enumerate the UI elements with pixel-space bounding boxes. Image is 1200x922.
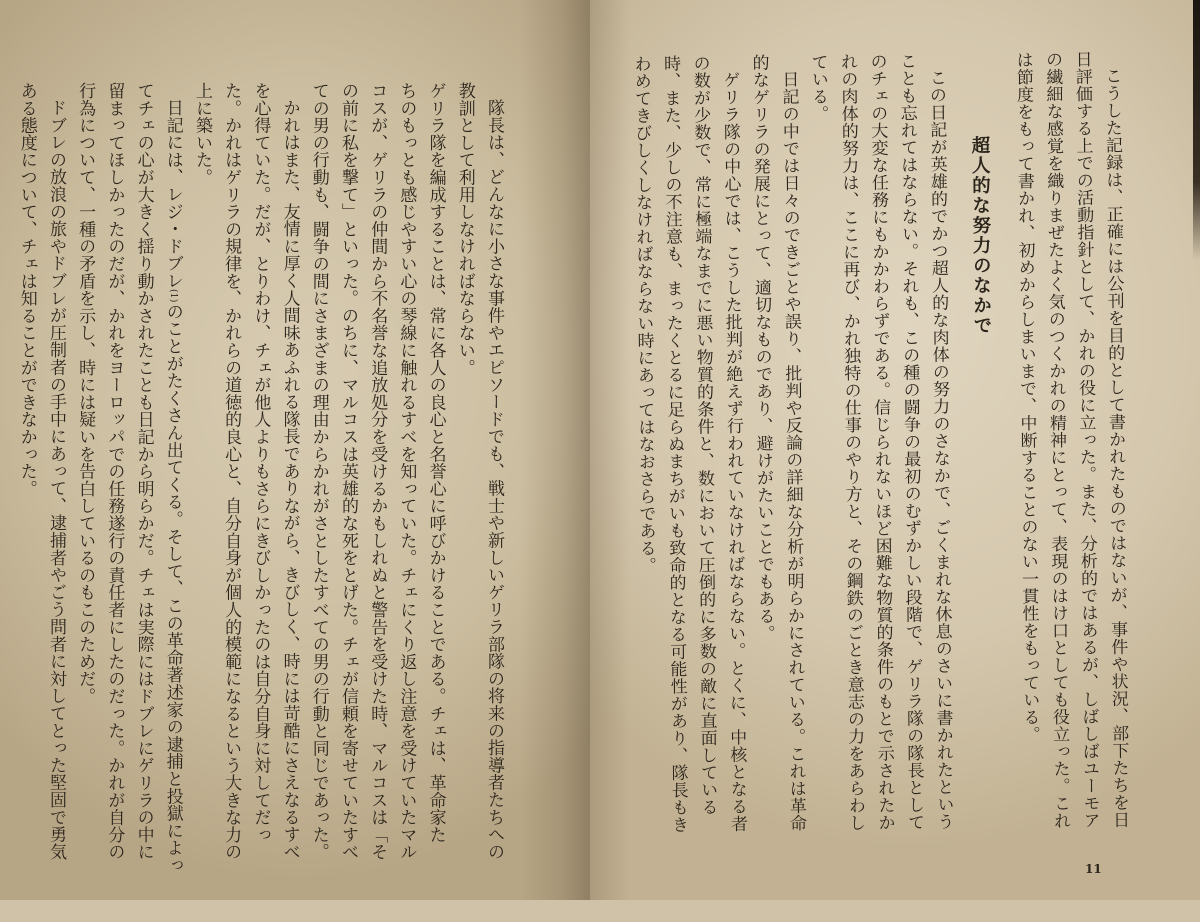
text-line-content: 時、また、少しの不注意も、まったくとるに足らぬまちがいも致命的となる可能性があり、隊長もき: [660, 54, 689, 834]
text-line-content: コスが、ゲリラの仲間から不名誉な追放処分を受けるかもしれぬと警告を受けた時、マルコスは「そ: [367, 82, 388, 861]
text-line-content: 隊長は、どんなに小さな事件やエピソードでも、戦士や新しいゲリラ部隊の将来の指導者たちへの: [484, 99, 504, 861]
right-page-text: [625, 50, 1134, 875]
text-line-content: は節度をもって書かれ、初めからしまいまで、中断することのない一貫性をもっている。: [1012, 50, 1040, 744]
text-line-content: の繊細な感覚を織りまぜたよく気のつくかれの精神にとって、表現のはけ口としても役立った。これ: [1042, 50, 1071, 830]
footnote-marker: (1): [167, 289, 178, 303]
text-line-continuation: のことがたくさん出てくる。そして、この革命著述家の逮捕と投獄によっ: [162, 302, 183, 874]
text-line-content: 日評価する上での活動指針として、かれの役に立った。また、分析的ではあるが、しばしばユーモア: [1071, 50, 1100, 830]
text-line: [304, 82, 333, 922]
text-line: [245, 82, 274, 922]
text-line-content: 的なゲリラの発展にとって、適切なものであり、避けがたいことでもある。: [748, 53, 775, 643]
text-line: [70, 82, 99, 922]
text-line-content: わめてきびしくしなければならない時にあってはなおさらである。: [630, 54, 656, 575]
text-line-content: てチェの心が大きく揺り動かされたことも日記から明らかだ。チェは実際にはドブレにゲリラの中に: [133, 82, 154, 861]
text-line-content: た。かれはゲリラの規律を、かれらの道徳的良心と、自分自身が個人的模範になるという大きな力の: [221, 82, 242, 861]
left-page: [0, 0, 590, 900]
text-line: [274, 82, 303, 922]
text-line: [99, 82, 128, 922]
text-line-content: ドブレの放浪の旅やドブレが圧制者の手中にあって、逮捕者やごう問者に対してとった堅固で勇気: [45, 99, 66, 861]
text-line-content: ての男の行動も、闘争の間にさまざまの理由からかれがさとしたすべての男の行動と同じであった。: [308, 82, 329, 861]
page-number: 11: [1085, 862, 1102, 876]
text-line-content: ことも忘れてはならない。それも、この種の闘争の最初のむずかしい段階で、ゲリラ隊の隊長として: [896, 52, 925, 831]
text-line-content: こうした記録は、正確には公刊を目的として書かれたものではないが、事件や状況、部下たちを日: [1101, 67, 1130, 829]
page-edge-shadow: [1193, 0, 1200, 260]
text-line-content: ある態度について、チェは知ることができなかった。: [16, 82, 37, 498]
left-page-text: [12, 82, 508, 922]
text-line-content: 留まってほしかったのだが、かれをヨーロッパでの任務遂行の責任者にしたのだった。かれが自分の: [104, 82, 125, 861]
text-line-content: を心得ていた。だが、とりわけ、チェが他人よりもさらにきびしかったのは自分自身に対してだっ: [250, 82, 271, 844]
text-line-content: のチェの大変な任務にもかかわらずである。信じられないほど困難な物質的条件のもとで示されたか: [866, 52, 895, 832]
text-line-content: ている。: [807, 53, 829, 123]
text-line-content: 日記には、レジ・ドブレ: [162, 99, 183, 290]
text-line-content: 上に築いた。: [191, 82, 212, 186]
text-line: [420, 82, 449, 922]
text-line-content: この日記が英雄的でかつ超人的な肉体の努力のさなかで、ごくまれな休息のさいに書かれたという: [925, 68, 954, 831]
text-line: [391, 82, 420, 922]
text-line: [187, 82, 216, 922]
text-line: [158, 82, 187, 922]
text-line-content: の前に私を撃て」といった。のちに、マルコスは英雄的な死をとげた。チェが信頼を寄せていたすべ: [337, 82, 358, 861]
text-line: [450, 82, 479, 922]
text-line-content: 教訓として利用しなければならない。: [454, 82, 475, 377]
text-line: [479, 82, 508, 922]
text-line: [12, 82, 41, 922]
text-line-content: 日記の中では日々のできごとや誤り、批判や反論の詳細な分析が明らかにされている。これは革命: [778, 70, 807, 832]
right-page: [590, 0, 1200, 900]
text-line-content: ゲリラ隊の中心では、こうした批判が絶えず行われていなければならない。とくに、中核となる者: [719, 71, 748, 833]
section-heading: 超人的な努力のなかで: [968, 135, 992, 336]
text-line: [216, 82, 245, 922]
text-line-content: ゲリラ隊を編成することは、常に各人の良心と名誉心に呼びかけることである。チェは、革命家た: [425, 82, 446, 844]
text-line: [41, 82, 70, 922]
text-line: [362, 82, 391, 922]
text-line-content: れの肉体的努力は、ここに再び、かれ独特の仕事のやり方と、その鋼鉄のごとき意志の力をあらわし: [837, 52, 866, 832]
text-line-content: の数が少数で、常に極端なまでに悪い物質的条件と、数において圧倒的に多数の敵に直面している: [689, 54, 718, 816]
text-line: [128, 82, 157, 922]
text-line-content: かれはまた、友情に厚く人間味あふれる隊長でありながら、きびしく、時には苛酷にさえなるすべ: [279, 99, 300, 861]
text-line: [333, 82, 362, 922]
text-line-content: ちのもっとも感じやすい心の琴線に触れるすべを知っていた。チェにくり返し注意を受けていたマル: [396, 82, 417, 861]
text-line-content: 行為について、一種の矛盾を示し、時には疑いを告白しているのもこのためだ。: [75, 82, 96, 705]
